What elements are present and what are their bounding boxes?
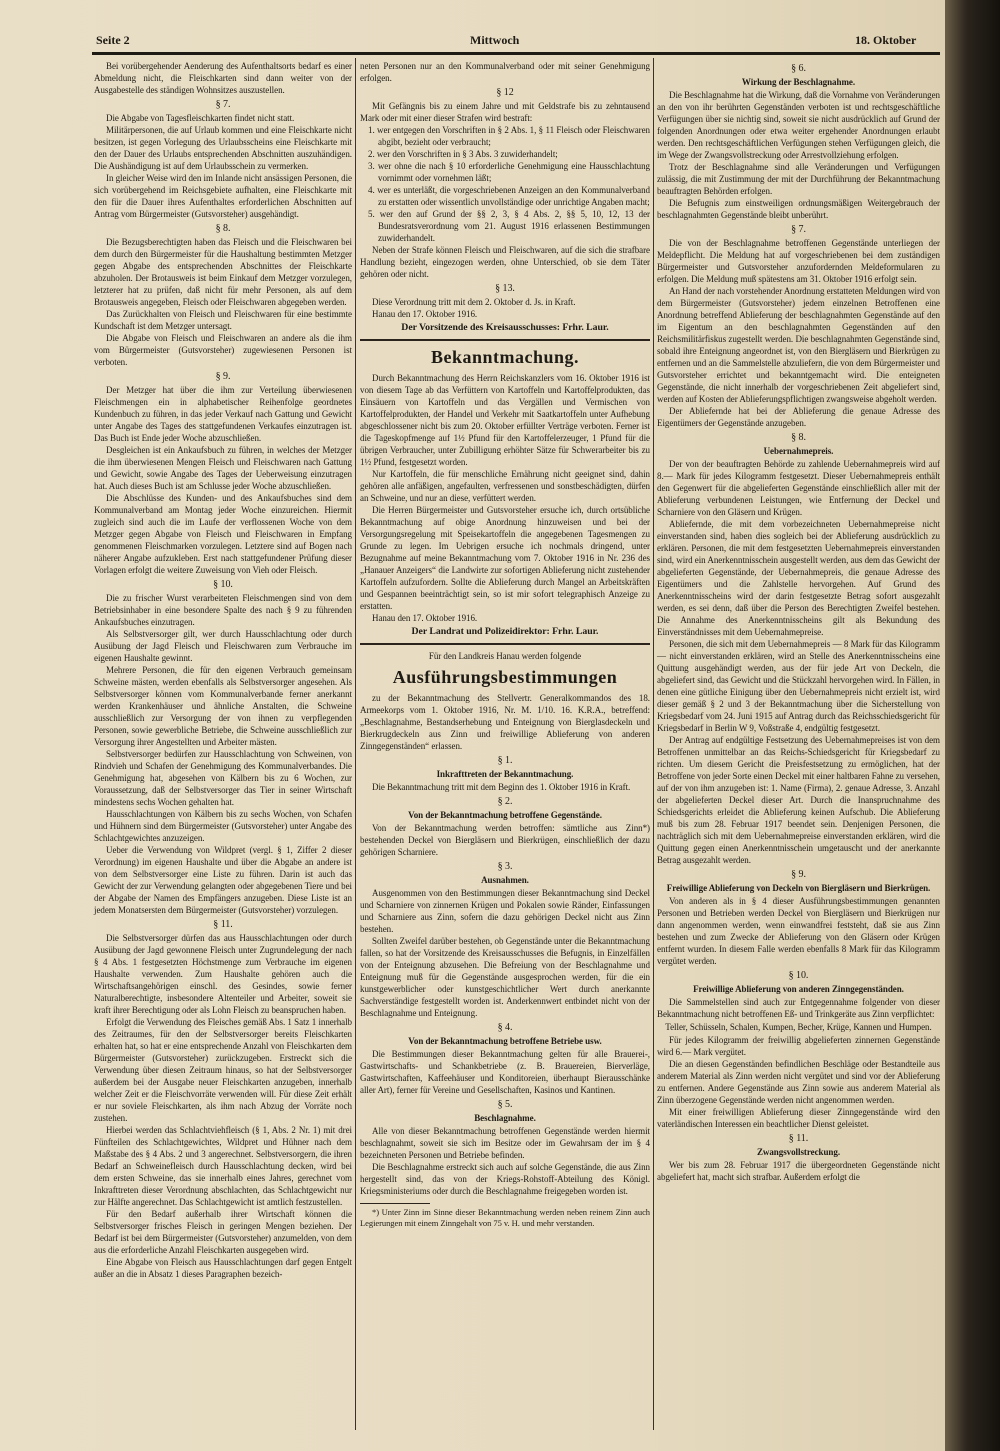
header-rule (92, 52, 940, 55)
paragraph: Von anderen als in § 4 dieser Ausführungsbestimmungen genannten Personen und Betrieben werden Deckel von Biergläsern und Bierkrügen nur dann angenommen werden, wenn einwandfrei feststeht, daß sie aus Zinn bestehen und zum Zwecke der Ablieferung von den Gläsern oder Krügen entfernt wurden. In diesem Falle werden ebenfalls 8 Mark für das Kilogramm vergütet werden. (657, 896, 940, 966)
list-item: 5. wer den auf Grund der §§ 2, 3, § 4 Abs. 2, §§ 5, 10, 12, 13 der Bundesratsverordnung vom 21. August 1916 erlassenen Bestimmungen zuwiderhandelt. (368, 209, 650, 243)
list-item: 1. wer entgegen den Vorschriften in § 2 Abs. 1, § 11 Fleisch oder Fleischwaren abgibt, bezieht oder verbraucht; (368, 125, 650, 147)
section-number: § 8. (215, 223, 231, 234)
section-heading: Zwangsvollstreckung. (756, 1147, 841, 1157)
section-number: § 13. (495, 283, 515, 294)
paragraph: Hanau den 17. Oktober 1916. (372, 613, 478, 623)
paragraph: Die an diesen Gegenständen befindlichen Beschläge oder Bestandteile aus anderem Material als Zinn werden nicht vergütet und sind vor der Ablieferung zu entfernen. Andere Gegenstände aus Zinn sowie aus anderem Material als Zinn überzogene Gegenstände werden nicht angenommen werden. (657, 1059, 940, 1105)
section-heading: Uebernahmepreis. (763, 446, 834, 456)
column-3 (657, 60, 940, 1183)
section-heading: Freiwillige Ablieferung von anderen Zinngegenständen. (693, 984, 904, 994)
paragraph: Trotz der Beschlagnahme sind alle Veränderungen und Verfügungen zulässig, die mit Zustimmung der mit der Durchführung der Bekanntmachung beauftragten Behörden erfolgen. (657, 162, 940, 196)
paragraph: Personen, die sich mit dem Uebernahmepreis — 8 Mark für das Kilogramm — nicht einverstanden erklären, wird an Stelle des Anerkenntnisscheins eine Quittung ausgehändigt werden, aus der für jede Art von Deckeln, die abgeliefert sind, das Gewicht und die Stückzahl hervorgehen wird. In Fällen, in denen eine gütliche Einigung über den Uebernahmepreis nicht erzielt ist, wird dieser gemäß § 2 und 3 der Bekanntmachung über die Sicherstellung von Kriegsbedarf vom 24. Juni 1915 auf Antrag durch das Reichsschiedsgericht für Kriegsbedarf in Berlin W 9, Voßstraße 4, endgültig festgesetzt. (657, 639, 940, 733)
page-number: Seite 2 (96, 33, 130, 47)
paragraph: Der Abliefernde hat bei der Ablieferung die genaue Adresse des Eigentümers der Gegenstände anzugeben. (657, 406, 940, 428)
paragraph: neten Personen nur an den Kommunalverband oder mit seiner Genehmigung erfolgen. (360, 61, 650, 83)
list-item: 2. wer den Vorschriften in § 3 Abs. 3 zuwiderhandelt; (368, 149, 558, 159)
section-heading: Freiwillige Ablieferung von Deckeln von Biergläsern und Bierkrügen. (666, 883, 931, 893)
paragraph: zu der Bekanntmachung des Stellvertr. Generalkommandos des 18. Armeekorps vom 1. Oktober 1916, Nr. M. 1/10. 16. K.R.A., betreffend: „Beschlagnahme, Bestandserhebung und Enteignung von Bierglasdeckeln und Bierkrugdeckeln aus Zinn und freiwillige Ablieferung von anderen Zinngegenständen“ erlassen. (360, 693, 650, 751)
paragraph: Diese Verordnung tritt mit dem 2. Oktober d. Js. in Kraft. (372, 297, 576, 307)
paragraph: Der Metzger hat über die ihm zur Verteilung überwiesenen Fleischmengen ein in alphabetischer Reihenfolge geordnetes Kundenbuch zu führen, in das jeder Verkauf nach Gattung und Gewicht unter Angabe des Tages des stattgefundenen Verkaufes einzutragen ist. Das Buch ist Ende jeder Woche abzuschließen. (94, 385, 352, 443)
paragraph: Die Beschlagnahme erstreckt sich auch auf solche Gegenstände, die aus Zinn hergestellt sind, das von der Kriegs-Rohstoff-Abteilung des Königl. Kriegsministeriums oder durch die Beschlagnahme freigegeben worden ist. (360, 1162, 650, 1196)
paragraph: Hausschlachtungen von Kälbern bis zu sechs Wochen, von Schafen und Hühnern sind dem Bürgermeister (Gutsvorsteher) unter Angabe des Schlachtgewichtes anzuzeigen. (94, 809, 352, 843)
issue-date: 18. Oktober (855, 33, 917, 47)
section-number: § 9. (791, 869, 806, 880)
section-number: § 10. (788, 970, 809, 981)
paragraph: Ueber die Verwendung von Wildpret (vergl. § 1, Ziffer 2 dieser Verordnung) im eigenen Haushalte und über die Abgabe an andere ist von dem Selbstversorger eine Liste zu führen. Darin ist auch das Gewicht der zur Verwendung gelangten oder abgegebenen Tiere und bei der Abgabe der Namen des Empfängers anzugeben. Diese Liste ist an jedem Monatsersten dem Bürgermeister (Gutsvorsteher) vorzulegen. (94, 845, 352, 915)
notice-title: Bekanntmachung. (430, 347, 580, 367)
separator-rule (360, 339, 650, 341)
signature-line: Der Landrat und Polizeidirektor: Frhr. Laur. (411, 626, 599, 637)
paragraph: Von der Bekanntmachung werden betroffen: sämtliche aus Zinn*) bestehenden Deckel von Biergläsern und Bierkrügen, einschließlich der dazu gehörigen Scharniere. (360, 823, 650, 857)
paragraph: Das Zurückhalten von Fleisch und Fleischwaren für eine bestimmte Kundschaft ist dem Metzger untersagt. (94, 309, 352, 331)
paragraph: Sollten Zweifel darüber bestehen, ob Gegenstände unter die Bekanntmachung fallen, so hat der Vorsitzende des Kreisausschusses die Befugnis, in Einzelfällen von der Enteignung abzusehen. Die Befreiung von der Beschlagnahme und Enteignung muß für die Gegenstände ausgesprochen werden, für die ein kunstgewerblicher oder kunstgeschichtlicher Wert durch anerkannte Sachverständige festgestellt worden ist. Anderkennwert entbindet nicht von der Beschlagnahme und Enteignung. (360, 936, 650, 1018)
paragraph: Der von der beauftragten Behörde zu zahlende Uebernahmepreis wird auf 8.— Mark für jedes Kilogramm festgesetzt. Dieser Uebernahmepreis enthält den Gegenwert für die abgelieferten Gegenstände einschließlich aller mit der Ablieferung verbundenen Leistungen, wie Entfernung der Deckel und Scharniere von den Gläsern und Krügen. (657, 459, 940, 517)
paragraph: Für den Bedarf außerhalb ihrer Wirtschaft können die Selbstversorger frisches Fleisch in geringen Mengen beziehen. Der Bedarf ist bei dem Bürgermeister (Gutsvorsteher) anzumelden, von dem aus die erforderliche Anzahl Fleischkarten ausgegeben wird. (94, 1209, 352, 1255)
section-number: § 8. (791, 432, 806, 443)
section-number: § 7. (791, 224, 806, 235)
paragraph: Mehrere Personen, die für den eigenen Verbrauch gemeinsam Schweine mästen, werden ebenfalls als Selbstversorger angesehen. Als Selbstversorger können vom Kommunalverbande ferner anerkannt werden Krankenhäuser und ähnliche Anstalten, die Schweine ausschließlich zur Versorgung der von ihnen zu verpflegenden Personen, sowie gewerbliche Betriebe, die Schweine ausschließlich zur Versorgung ihrer Angestellten und Arbeiter mästen. (94, 665, 352, 747)
section-heading: Inkrafttreten der Bekanntmachung. (436, 769, 574, 779)
list-item: 3. wer ohne die nach § 10 erforderliche Genehmigung eine Hausschlachtung vornimmt oder vornehmen läßt; (368, 161, 650, 183)
notice-title: Ausführungsbestimmungen (392, 667, 618, 687)
column-divider (355, 58, 356, 1430)
section-number: § 1. (497, 755, 513, 766)
paragraph: Für jedes Kilogramm der freiwillig abgelieferten zinnernen Gegenstände wird 6.— Mark vergütet. (657, 1035, 940, 1057)
paragraph: Desgleichen ist ein Ankaufsbuch zu führen, in welches der Metzger die ihm überwiesenen Mengen Fleisch und Fleischwaren nach Gattung und Gewicht, sowie Angabe des Tages der Ueberweisung einzutragen hat. Auch dieses Buch ist am Schlusse jeder Woche abzuschließen. (94, 445, 352, 491)
paragraph: Bei vorübergehender Aenderung des Aufenthaltsorts bedarf es einer Abmeldung nicht, die Fleischkarten sind dann weiter von der Ausgabestelle des ständigen Wohnsitzes auszustellen. (94, 61, 352, 95)
paragraph: An Hand der nach vorstehender Anordnung erstatteten Meldungen wird von dem Bürgermeister (Gutsvorsteher) jedem einzelnen Betroffenen eine Anordnung betreffend Ablieferung der beschlagnahmten Gegenstände auf den im Eigentum an den beschlagnahmten Gegenständen auf den Reichsmilitärfiskus zugestellt werden. Die beschlagnahmten Gegenstände sind, sobald ihre Enteignung angeordnet ist, von den Biergläsern und Bierkrügen zu entfernen und an die Sammelstelle abzuliefern, die von dem Bürgermeister und Gutsvorsteher errichtet und bekanntgemacht wird. Die enteigneten Gegenstände, die nicht innerhalb der vorgeschriebenen Zeit abgeliefert sind, werden auf Kosten der Ablieferungspflichtigen zwangsweise abgeholt werden. (657, 286, 940, 404)
paragraph: Als Selbstversorger gilt, wer durch Hausschlachtung oder durch Ausübung der Jagd Fleisch und Fleischwaren zum Verbrauche im eigenen Haushalte gewinnt. (94, 629, 352, 663)
paragraph: Die Abgabe von Fleisch und Fleischwaren an andere als die ihm vom Bürgermeister (Gutsvorsteher) zugewiesenen Personen ist verboten. (94, 333, 352, 367)
column-1 (94, 60, 352, 1280)
section-number: § 5. (497, 1099, 513, 1110)
paragraph: Alle von dieser Bekanntmachung betroffenen Gegenstände werden hiermit beschlagnahmt, soweit sie sich im Besitze oder im Gewahrsam der im § 4 bezeichneten Personen und Betriebe befinden. (360, 1126, 650, 1160)
paragraph: Eine Abgabe von Fleisch aus Hausschlachtungen darf gegen Entgelt außer an die in Absatz 1 dieses Paragraphen bezeich- (94, 1257, 352, 1279)
paragraph: Abliefernde, die mit dem vorbezeichneten Uebernahmepreise nicht einverstanden sind, haben dies sogleich bei der Ablieferung ausdrücklich zu erklären. Personen, die mit dem festgesetzten Uebernahmepreis einverstanden sind, wird ein Anerkenntnisschein ausgestellt werden, aus dem das Gewicht der abgelieferten Gegenstände, der Uebernahmepreis, die genaue Adresse des Eigentümers und die Zahlstelle hervorgehen. Auf Grund des Anerkenntnisscheins wird der darin festgesetzte Betrag sofort ausgezahlt werden, es sei denn, daß über die Person des Berechtigten Zweifel bestehen. Die Annahme des Anerkenntnisscheins gilt als Bekundung des Einverständnisses mit dem Uebernahmepreise. (657, 519, 940, 637)
paragraph: Die Sammelstellen sind auch zur Entgegennahme folgender von dieser Bekanntmachung nicht betroffenen Eß- und Trinkgeräte aus Zinn verpflichtet: (657, 997, 940, 1019)
section-heading: Von der Bekanntmachung betroffene Gegenstände. (408, 810, 602, 820)
section-number: § 10. (213, 579, 233, 590)
paragraph: Die Bestimmungen dieser Bekanntmachung gelten für alle Brauerei-, Gastwirtschafts- und Schankbetriebe (z. B. Brauereien, Bierverläge, Gastwirtschaften, Kaffeehäuser und Konditoreien, überhaupt Bierausschänke aller Art), ferner für Vereine und Gesellschaften, Kasinos und Kantinen. (360, 1049, 650, 1095)
paragraph: Die Bezugsberechtigten haben das Fleisch und die Fleischwaren bei dem durch den Bürgermeister für die Haushaltung bestimmten Metzger gegen Abgabe des entsprechenden Abschnittes der Fleischkarte abzuholen. Der Brotausweis ist beim Einkauf dem Metzger vorzulegen, letzterer hat zu prüfen, daß nicht für mehr Personen, als auf dem Brotausweis angegeben, Fleisch oder Fleischwaren abgegeben werden. (94, 237, 352, 307)
paragraph: Wer bis zum 28. Februar 1917 die übergeordneten Gegenstände nicht abgeliefert hat, macht sich strafbar. Außerdem erfolgt die (657, 1160, 940, 1182)
paragraph: Selbstversorger bedürfen zur Hausschlachtung von Schweinen, von Rindvieh und Schafen der Genehmigung des Kommunalverbandes. Die Genehmigung hat, abgesehen von Kälbern bis zu 6 Wochen, zur Voraussetzung, daß der Selbstversorger das Tier in seiner Wirtschaft mindestens sechs Wochen gehalten hat. (94, 749, 352, 807)
section-heading: Beschlagnahme. (474, 1113, 536, 1123)
section-number: § 12 (496, 87, 514, 98)
paragraph: Ausgenommen von den Bestimmungen dieser Bekanntmachung sind Deckel und Scharniere von zinnernen Krügen und Pokalen sowie Ränder, Einfassungen und Scharniere aus Zinn, sofern die dazu gehörigen Deckel nicht aus Zinn bestehen. (360, 888, 650, 934)
section-number: § 7. (215, 99, 231, 110)
paragraph: Mit einer freiwilligen Ablieferung dieser Zinngegenstände wird den vaterländischen Interessen ein beachtlicher Dienst geleistet. (657, 1107, 940, 1129)
paragraph: In gleicher Weise wird den im Inlande nicht ansässigen Personen, die sich vorübergehend im Reichsgebiete aufhalten, eine Fleischkarte mit den für die Dauer ihres Aufenthaltes erforderlichen Abschnitten auf Antrag vom Bürgermeister (Gutsvorsteher) ausgehändigt. (94, 173, 352, 219)
weekday: Mittwoch (470, 33, 520, 47)
paragraph: Die Herren Bürgermeister und Gutsvorsteher ersuche ich, durch ortsübliche Bekanntmachung auf obige Anordnung hinzuweisen und bei der Versorgungsregelung mit Speisekartoffeln die angegebenen Tagesmengen zu Grunde zu legen. Im Uebrigen ersuche ich nochmals dringend, unter Bezugnahme auf meine Bekanntmachung vom 7. Oktober 1916 in Nr. 236 des „Hanauer Anzeigers“ die Landwirte zur sofortigen Ablieferung nicht zustehender Kartoffeln aufzufordern. Sollte die Ablieferung durch Mangel an Arbeitskräften und Gespannen beeinträchtigt sein, so ist mir sofort telegraphisch Anzeige zu erstatten. (360, 505, 650, 611)
paragraph: Die Beschlagnahme hat die Wirkung, daß die Vornahme von Veränderungen an den von ihr berührten Gegenständen verboten ist und rechtsgeschäftliche Verfügungen über sie nichtig sind, soweit sie nicht ausdrücklich auf Grund der folgenden Anordnungen oder etwa weiter ergehender Anordnungen erlaubt werden. Den rechtsgeschäftlichen Verfügungen stehen Verfügungen gleich, die im Wege der Zwangsvollstreckung oder Arrestvollziehung erfolgen. (657, 90, 940, 160)
paragraph: Durch Bekanntmachung des Herrn Reichskanzlers vom 16. Oktober 1916 ist von diesem Tage ab das Verfüttern von Kartoffeln und Kartoffelprodukten, das Einsäuern von Kartoffeln und das Vergällen und Vermischen von Kartoffelprodukten, der Handel und Verkehr mit Saatkartoffeln unter Aufhebung abgeschlossener nicht bis zum 20. Oktober erfüllter Verträge verboten. Ferner ist die Tageskopfmenge auf 1½ Pfund für den Kartoffelerzeuger, 1 Pfund für die übrigen Verbraucher, unter Zubilligung erhöhter Sätze für Schwerarbeiter bis zu 1½ Pfund, festgesetzt worden. (360, 373, 650, 467)
paragraph: Die von der Beschlagnahme betroffenen Gegenstände unterliegen der Meldepflicht. Die Meldung hat auf vorgeschriebenen bei dem zuständigen Bürgermeister und Gutsvorsteher anzufordernden Meldeformularen zu erfolgen. Die Meldung muß spätestens am 31. Oktober 1916 erfolgt sein. (657, 238, 940, 284)
paragraph: Militärpersonen, die auf Urlaub kommen und eine Fleischkarte nicht besitzen, ist gegen Vorlegung des Urlaubsscheins eine Fleischkarte mit den der Dauer des Urlaubs entsprechenden Abschnitten auszuhändigen. Die Aushändigung ist auf dem Urlaubsschein zu vermerken. (94, 125, 352, 171)
paragraph: Hierbei werden das Schlachtviehfleisch (§ 1, Abs. 2 Nr. 1) mit drei Fünfteilen des Schlachtgewichtes, Wildpret und Hühner nach dem Maßstabe des § 4 Abs. 2 und 3 angerechnet. Selbstversorgern, die ihren Bedarf an Schweinefleisch durch Hausschlachtung decken, wird bei dem ersten Schweine, das sie innerhalb eines Jahres, gerechnet vom Inkrafttreten dieser Verordnung abschlachten, das Schlachtgewicht nur zur Hälfte angerechnet. Das Schlachtgewicht ist amtlich festzustellen. (94, 1125, 352, 1207)
column-2 (360, 60, 650, 1229)
list-item: 4. wer es unterläßt, die vorgeschriebenen Anzeigen an den Kommunalverband zu erstatten oder wissentlich unvollständige oder unrichtige Angaben macht; (368, 185, 650, 207)
paragraph: Der Antrag auf endgültige Festsetzung des Uebernahmepreises ist von dem Betroffenen unmittelbar an das Reichs-Schiedsgericht für Kriegsbedarf zu richten. Um diesem Gericht die Preisfestsetzung zu ermöglichen, hat der Betroffene von jeder Sorte einen Deckel mit einer haltbaren Fahne zu versehen, auf der von ihm anzugeben ist: 1. Name (Firma), 2. genaue Adresse, 3. Anzahl der abgelieferten Deckel dieser Art. Durch die Inanspruchnahme des Schiedsgerichts erleidet die Ablieferung keinen Aufschub. Die Ablieferung muß bis zum 28. Februar 1917 beendet sein. Denjenigen Personen, die nachträglich sich mit dem Uebernahmepreise einverstanden erklären, wird die Quittung gegen einen Anerkenntnisschein umgetauscht und der anerkannte Betrag ausgezahlt werden. (657, 735, 940, 865)
paragraph: Die Abschlüsse des Kunden- und des Ankaufsbuches sind dem Kommunalverband am Montag jeder Woche einzureichen. Hiermit zugleich sind auch die im Laufe der verflossenen Woche von dem Metzger gegen Abgabe von Fleisch und Fleischwaren in Empfang genommenen Fleischmarken vorzulegen. Letztere sind auf Bogen nach näherer Angabe aufzukleben. Erst nach stattgefundener Prüfung dieser Vorlagen erfolgt die weitere Zuweisung von Vieh oder Fleisch. (94, 493, 352, 575)
section-number: § 11. (788, 1133, 809, 1144)
paragraph: Die Bekanntmachung tritt mit dem Beginn des 1. Oktober 1916 in Kraft. (372, 782, 631, 792)
section-heading: Wirkung der Beschlagnahme. (741, 77, 856, 87)
paragraph: Nur Kartoffeln, die für menschliche Ernährung nicht geeignet sind, dahin gehören alle anfäßigen, angefaulten, verfressenen und sonstbeschädigten, dürfen an Schweine, und nur an diese, verfüttert werden. (360, 469, 650, 503)
column-divider (653, 58, 654, 1430)
section-number: § 4. (497, 1022, 513, 1033)
section-number: § 3. (497, 861, 513, 872)
section-number: § 2. (497, 796, 513, 807)
section-heading: Ausnahmen. (481, 875, 529, 885)
centered-line: Teller, Schüsseln, Schalen, Kumpen, Becher, Krüge, Kannen und Humpen. (665, 1022, 932, 1032)
paragraph: Die zu frischer Wurst verarbeiteten Fleischmengen sind von dem Betriebsinhaber in eine besondere Spalte des nach § 9 zu führenden Ankaufsbuches einzutragen. (94, 593, 352, 627)
paragraph: Die Selbstversorger dürfen das aus Hausschlachtungen oder durch Ausübung der Jagd gewonnene Fleisch unter Zugrundelegung der nach § 4 Abs. 1 festgesetzten Höchstmenge zum Verbrauche im eigenen Haushalte verwenden. Zum Haushalte gehören auch die Wirtschaftsangehörigen einschl. des Gesindes, sowie ferner Naturalberechtigte, insbesondere Altenteiler und Arbeiter, soweit sie kraft ihrer Berechtigung oder als Lohn Fleisch zu beanspruchen haben. (94, 933, 352, 1015)
footnote: *) Unter Zinn im Sinne dieser Bekanntmachung werden neben reinem Zinn auch Legierungen mit einem Zinngehalt von 75 v. H. und mehr verstanden. (360, 1207, 650, 1228)
paragraph: Neben der Strafe können Fleisch und Fleischwaren, auf die sich die strafbare Handlung bezieht, eingezogen werden, ohne Unterschied, ob sie dem Täter gehören oder nicht. (360, 245, 650, 279)
paragraph: Die Befugnis zum einstweiligen ordnungsmäßigen Weitergebrauch der beschlagnahmten Gegenstände bleibt unberührt. (657, 198, 940, 220)
centered-line: Für den Landkreis Hanau werden folgende (428, 651, 582, 661)
paragraph: Mit Gefängnis bis zu einem Jahre und mit Geldstrafe bis zu zehntausend Mark oder mit einer dieser Strafen wird bestraft: (360, 101, 650, 123)
paragraph: Hanau den 17. Oktober 1916. (372, 309, 478, 319)
paragraph: Erfolgt die Verwendung des Fleisches gemäß Abs. 1 Satz 1 innerhalb des Zeitraumes, für den der Selbstversorger bereits Fleischkarten erhalten hat, so hat er eine entsprechende Anzahl von Fleischkarten dem Bürgermeister (Gutsvorsteher) zurückzugeben. Erstreckt sich die Verwendung über diesen Zeitraum hinaus, so hat der Selbstversorger außerdem bei der Ausgabe neuer Fleischkarten anzugeben, innerhalb welcher Zeit er die Fleischvorräte verwenden will. Für diese Zeit erhält er nur soviele Fleischkarten, als ihm nach Abzug der Vorräte noch zustehen. (94, 1017, 352, 1123)
page-binding-edge (945, 0, 1000, 1451)
signature-line: Der Vorsitzende des Kreisausschusses: Frhr. Laur. (401, 322, 609, 333)
footnote-rule (360, 1203, 430, 1204)
section-heading: Von der Bekanntmachung betroffene Betriebe usw. (408, 1036, 602, 1046)
separator-rule (360, 643, 650, 645)
section-number: § 11. (213, 919, 233, 930)
section-number: § 9. (215, 371, 231, 382)
section-number: § 6. (791, 63, 806, 74)
paragraph: Die Abgabe von Tagesfleischkarten findet nicht statt. (106, 113, 295, 123)
